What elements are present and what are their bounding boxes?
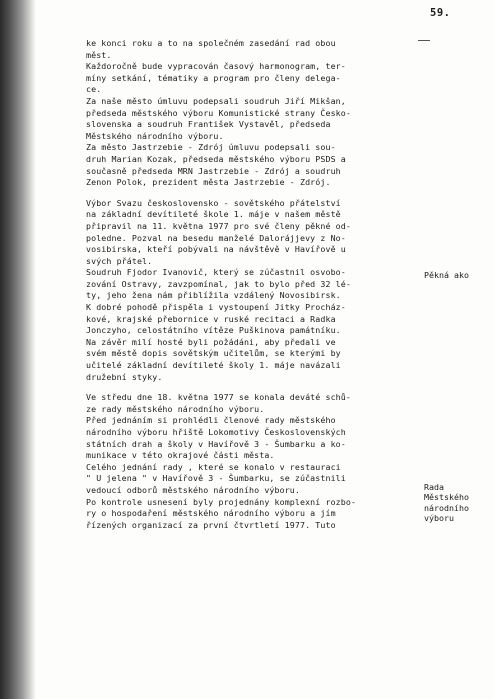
margin-note-pekna — [424, 270, 469, 281]
text-line: současně předseda MRN Jastrzebie - Zdrój a soudruh — [86, 165, 341, 176]
text-line: munikace v této okrajové části města. — [86, 450, 275, 461]
text-line: státních drah a školy v Havířově 3 - Šumbarku a ko- — [86, 438, 346, 449]
text-line: Na závěr milí hosté byli požádáni, aby předali ve — [86, 336, 336, 347]
text-line: Výbor Svazu československo - sovětského přátelství — [86, 197, 341, 208]
margin-note-text: národního — [424, 502, 469, 513]
margin-mark — [418, 40, 430, 41]
paragraph-2 — [86, 96, 406, 142]
text-line: svých přátel. — [86, 255, 153, 266]
text-line: řízených organizací za první čtvrtletí 1977. Tuto — [86, 519, 336, 530]
margin-note-rada — [424, 482, 469, 524]
text-line: připravil na 11. května 1977 pro své členy pěkné od- — [86, 220, 351, 231]
text-line: poledne. Pozval na besedu manželé Dalorájjevy z No- — [86, 232, 346, 243]
text-line: K dobré pohodě přispěla i vystoupení Jitky Procház- — [86, 302, 346, 313]
margin-note-text: Pěkná ako — [424, 270, 469, 280]
text-line: Každoročně bude vypracován časový harmonogram, ter- — [86, 61, 346, 72]
text-line: ty, jeho žena nám přiblížila vzdálený Novosibirsk. — [86, 290, 341, 301]
text-line: předseda městského výboru Komunistické strany Česko- — [86, 107, 351, 118]
text-line: Zenon Polok, prezident města Jastrzebie - Zdrój. — [86, 177, 331, 188]
text-line: Jonczyho, celostátního vítěze Puškinova památníku. — [86, 325, 341, 336]
text-line: ce. — [86, 84, 102, 95]
margin-note-text: Městského — [424, 492, 469, 503]
text-line: kové, krajské přebornice v ruské recitaci a Radka — [86, 313, 336, 324]
text-line: národního výboru hřiště Lokomotivy Československých — [86, 427, 346, 437]
text-line: ze rady městského národního výboru. — [86, 403, 265, 414]
paragraph-4 — [86, 198, 406, 384]
page-number: 59. — [430, 7, 451, 19]
text-line: vedoucí odborů městského národního výboru. — [86, 484, 300, 495]
text-line: Za město Jastrzebie - Zdrój úmluvu podepsali sou- — [86, 142, 336, 153]
text-line: vosibirska, kteří pobývali na návštěvě v Havířově u — [86, 244, 346, 255]
text-line: Za naše město úmluvu podepsali soudruh Jiří Mikšan, — [86, 95, 346, 106]
margin-note-text: Rada — [424, 482, 444, 492]
text-line: " U jelena " v Havířově 3 - Šumbarku, se zúčastnili — [86, 473, 346, 484]
text-line: Po kontrole usnesení byly projednány komplexní rozbo- — [86, 496, 357, 507]
text-line: měst. — [86, 49, 112, 60]
binding-shadow — [0, 0, 36, 699]
paragraph-5 — [86, 392, 406, 531]
text-line: družební styky. — [86, 371, 163, 382]
text-line: druh Marian Kozak, předseda městského výboru PSDS a — [86, 153, 346, 164]
text-line: zování Ostravy, zavzpomínal, jak to bylo před 32 lé- — [86, 278, 351, 289]
paragraph-3 — [86, 142, 406, 188]
text-line: učitelé základní devítileté školy 1. máje navázali — [86, 360, 341, 371]
text-line: Soudruh Fjodor Ivanovič, který se zúčastnil osvobo- — [86, 267, 346, 278]
text-line: Městského národního výboru. — [86, 130, 224, 141]
text-line: Před jednáním si prohlédli členové rady městského — [86, 415, 336, 426]
text-line: ke konci roku a to na společném zasedání rad obou — [86, 38, 336, 48]
text-line: slovenska a soudruh František Vystavěl, předseda — [86, 119, 331, 130]
text-line: ry o hospodaření městského národního výboru a jím — [86, 508, 336, 519]
text-line: svém městě dopis sovětským učitelům, se kterými by — [86, 348, 341, 359]
text-line: Celého jednání rady , které se konalo v restauraci — [86, 461, 341, 472]
text-line: míny setkání, tématiky a program pro členy delega- — [86, 72, 341, 83]
margin-note-text: výboru — [424, 513, 454, 524]
text-line: na základní devítileté škole 1. máje v našem městě — [86, 209, 341, 220]
body-text — [86, 38, 406, 531]
text-line: Ve středu dne 18. května 1977 se konala deváté schů- — [86, 392, 351, 403]
paragraph-1 — [86, 38, 406, 96]
